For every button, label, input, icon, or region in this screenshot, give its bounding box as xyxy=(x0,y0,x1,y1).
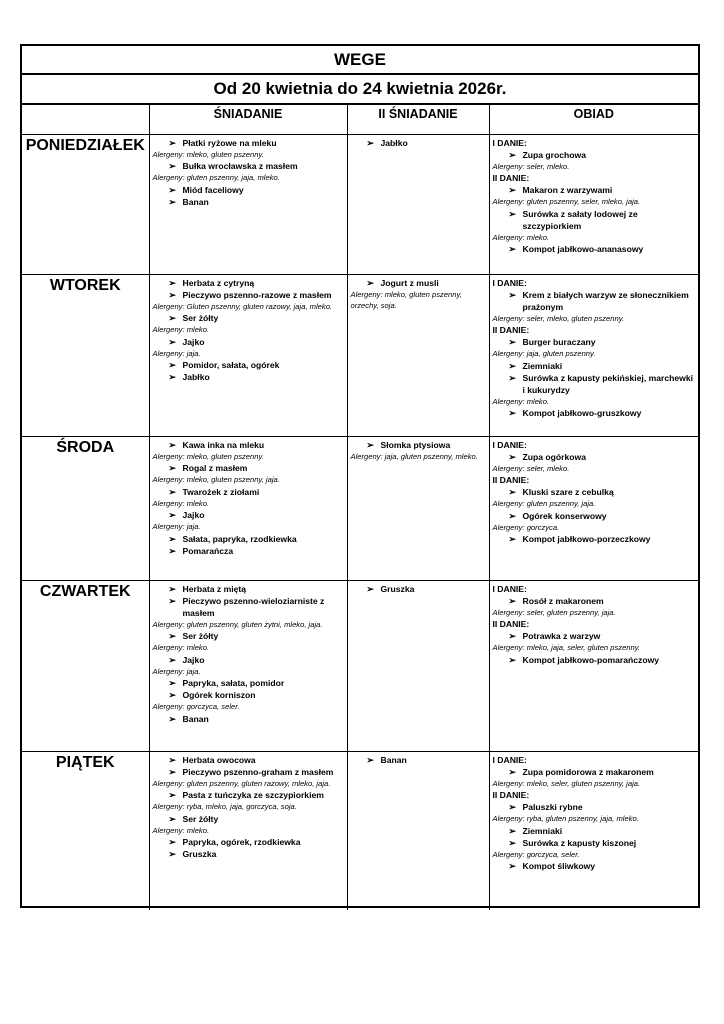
menu-item-label: Pomidor, sałata, ogórek xyxy=(182,360,280,370)
menu-item-label: Kompot jabłkowo-pomarańczowy xyxy=(522,654,660,665)
menu-item-label: Kompot jabłkowo-porzeczkowy xyxy=(522,534,651,544)
menu-item xyxy=(493,825,696,837)
menu-item-label: Zupa grochowa xyxy=(522,149,587,160)
arrow-bullet-icon: ➢ xyxy=(508,802,517,812)
menu-item xyxy=(153,277,344,289)
menu-item xyxy=(153,545,344,557)
allergen-note: Alergeny: mleko. xyxy=(152,825,210,835)
column-header-second-breakfast: II ŚNIADANIE xyxy=(347,105,489,134)
menu-item xyxy=(153,677,344,689)
menu-item-label: Pieczywo pszenno-wieloziarniste z masłem xyxy=(182,595,325,618)
menu-item xyxy=(153,359,344,371)
arrow-bullet-icon: ➢ xyxy=(508,837,517,848)
menu-item xyxy=(153,196,344,208)
lunch-cell xyxy=(489,436,698,580)
menu-item xyxy=(153,160,344,172)
arrow-bullet-icon: ➢ xyxy=(168,510,177,520)
menu-item-label: Kompot jabłkowo-gruszkowy xyxy=(522,408,642,418)
menu-dates: Od 20 kwietnia do 24 kwietnia 2026r. xyxy=(22,75,698,105)
menu-item xyxy=(153,848,344,860)
course-label: II DANIE: xyxy=(492,325,530,335)
menu-item xyxy=(493,149,696,161)
allergen-note: Alergeny: ryba, gluten pszenny, jaja, mleko. xyxy=(492,814,639,823)
menu-item xyxy=(153,630,344,642)
menu-item xyxy=(153,533,344,545)
allergen-note: Alergeny: mleko. xyxy=(492,396,550,406)
day-row xyxy=(22,436,698,580)
allergen-note: Alergeny: jaja, gluten pszenny. xyxy=(492,349,596,358)
arrow-bullet-icon: ➢ xyxy=(168,754,177,765)
menu-item-label: Miód faceliowy xyxy=(182,184,244,195)
column-header-day xyxy=(22,105,149,134)
menu-item xyxy=(493,184,696,196)
allergen-note: Alergeny: mleko. xyxy=(152,498,210,508)
menu-item xyxy=(153,713,344,725)
menu-item xyxy=(153,595,344,619)
arrow-bullet-icon: ➢ xyxy=(168,813,177,824)
course-label: II DANIE: xyxy=(492,619,530,629)
menu-item xyxy=(153,439,344,451)
arrow-bullet-icon: ➢ xyxy=(508,337,517,347)
menu-item-label: Herbata z miętą xyxy=(182,583,247,594)
allergen-note: Alergeny: mleko, jaja, seler, gluten pszenny. xyxy=(492,643,641,652)
course-label: II DANIE: xyxy=(492,790,530,800)
menu-item xyxy=(493,208,696,232)
menu-item xyxy=(351,439,486,451)
course-label: I DANIE: xyxy=(492,277,527,288)
menu-item-label: Twarożek z ziołami xyxy=(182,486,260,497)
arrow-bullet-icon: ➢ xyxy=(366,439,375,450)
arrow-bullet-icon: ➢ xyxy=(366,277,375,288)
menu-item-label: Herbata z cytryną xyxy=(182,277,255,288)
column-header-row xyxy=(22,105,698,134)
arrow-bullet-icon: ➢ xyxy=(508,631,517,641)
menu-item-label: Papryka, sałata, pomidor xyxy=(182,678,285,688)
allergen-note: Alergeny: mleko, gluten pszenny, orzechy, soja. xyxy=(350,289,462,310)
menu-item xyxy=(153,486,344,498)
menu-item xyxy=(351,277,486,289)
menu-item-label: Herbata owocowa xyxy=(182,754,256,765)
arrow-bullet-icon: ➢ xyxy=(168,654,177,665)
allergen-note: Alergeny: mleko, gluten pszenny, jaja. xyxy=(152,475,280,484)
breakfast-cell xyxy=(149,436,347,580)
menu-item-label: Potrawka z warzyw xyxy=(522,631,601,641)
menu-table xyxy=(22,105,698,910)
lunch-cell xyxy=(489,134,698,274)
menu-item xyxy=(493,451,696,463)
arrow-bullet-icon: ➢ xyxy=(168,463,177,473)
menu-item-label: Płatki ryżowe na mleku xyxy=(182,137,277,148)
second-breakfast-cell xyxy=(347,274,489,436)
menu-item xyxy=(153,137,344,149)
allergen-note: Alergeny: gorczyca. xyxy=(492,522,560,532)
allergen-note: Alergeny: Gluten pszenny, gluten razowy, jaja, mleko. xyxy=(152,301,333,311)
menu-item xyxy=(153,754,344,766)
arrow-bullet-icon: ➢ xyxy=(508,208,517,219)
day-name: CZWARTEK xyxy=(22,580,149,751)
allergen-note: Alergeny: gluten pszenny, gluten żytni, mleko, jaja. xyxy=(152,619,323,629)
menu-item xyxy=(153,289,344,301)
allergen-note: Alergeny: gluten pszenny, jaja. xyxy=(492,499,596,508)
arrow-bullet-icon: ➢ xyxy=(168,336,177,347)
second-breakfast-cell xyxy=(347,580,489,751)
arrow-bullet-icon: ➢ xyxy=(168,137,177,148)
course-label: I DANIE: xyxy=(492,583,527,594)
menu-item xyxy=(351,754,486,766)
menu-item-label: Gruszka xyxy=(182,849,217,859)
menu-item xyxy=(493,243,696,255)
menu-item-label: Jajko xyxy=(182,510,205,520)
menu-item-label: Burger buraczany xyxy=(522,337,596,347)
lunch-cell xyxy=(489,751,698,910)
menu-item xyxy=(493,801,696,813)
allergen-note: Alergeny: gluten pszenny, gluten razowy, mleko, jaja. xyxy=(152,778,331,788)
arrow-bullet-icon: ➢ xyxy=(168,277,177,288)
day-name: PIĄTEK xyxy=(22,751,149,910)
arrow-bullet-icon: ➢ xyxy=(508,654,517,665)
day-row xyxy=(22,274,698,436)
allergen-note: Alergeny: gluten pszenny, jaja, mleko. xyxy=(152,173,280,182)
column-header-breakfast: ŚNIADANIE xyxy=(149,105,347,134)
menu-item xyxy=(153,583,344,595)
arrow-bullet-icon: ➢ xyxy=(508,595,517,606)
menu-item-label: Zupa pomidorowa z makaronem xyxy=(522,766,654,777)
arrow-bullet-icon: ➢ xyxy=(508,408,517,418)
arrow-bullet-icon: ➢ xyxy=(168,161,177,171)
arrow-bullet-icon: ➢ xyxy=(508,451,517,462)
menu-item xyxy=(493,486,696,498)
menu-item-label: Jajko xyxy=(182,654,205,665)
menu-item-label: Surówka z kapusty kiszonej xyxy=(522,837,637,848)
menu-item-label: Kompot jabłkowo-ananasowy xyxy=(522,244,644,254)
day-row xyxy=(22,751,698,910)
menu-item xyxy=(153,654,344,666)
menu-item xyxy=(153,509,344,521)
menu-item-label: Papryka, ogórek, rzodkiewka xyxy=(182,837,301,847)
menu-item-label: Zupa ogórkowa xyxy=(522,451,587,462)
menu-item-label: Paluszki rybne xyxy=(522,802,583,812)
menu-item-label: Bułka wrocławska z masłem xyxy=(182,161,298,171)
second-breakfast-cell xyxy=(347,751,489,910)
allergen-note: Alergeny: mleko. xyxy=(152,325,210,334)
menu-item xyxy=(493,630,696,642)
breakfast-cell xyxy=(149,134,347,274)
breakfast-cell xyxy=(149,751,347,910)
arrow-bullet-icon: ➢ xyxy=(168,583,177,594)
allergen-note: Alergeny: gorczyca, seler. xyxy=(152,702,240,711)
arrow-bullet-icon: ➢ xyxy=(168,184,177,195)
menu-item-label: Kluski szare z cebulką xyxy=(522,487,614,497)
arrow-bullet-icon: ➢ xyxy=(508,510,517,521)
menu-item-label: Słomka ptysiowa xyxy=(380,439,451,450)
allergen-note: Alergeny: mleko, gluten pszenny. xyxy=(152,451,264,461)
course-label: I DANIE: xyxy=(492,754,527,765)
arrow-bullet-icon: ➢ xyxy=(508,244,517,254)
arrow-bullet-icon: ➢ xyxy=(508,372,517,383)
menu-item-label: Jajko xyxy=(182,336,205,347)
arrow-bullet-icon: ➢ xyxy=(366,754,375,765)
menu-title: WEGE xyxy=(22,46,698,75)
menu-item xyxy=(153,813,344,825)
allergen-note: Alergeny: jaja. xyxy=(152,348,201,358)
second-breakfast-cell xyxy=(347,436,489,580)
menu-item-label: Ser żółty xyxy=(182,631,219,641)
course-label: II DANIE: xyxy=(492,475,530,485)
menu-item xyxy=(153,184,344,196)
arrow-bullet-icon: ➢ xyxy=(508,185,517,195)
menu-item xyxy=(493,289,696,313)
arrow-bullet-icon: ➢ xyxy=(508,149,517,160)
arrow-bullet-icon: ➢ xyxy=(366,583,375,594)
menu-item xyxy=(493,336,696,348)
arrow-bullet-icon: ➢ xyxy=(508,825,517,836)
menu-item xyxy=(493,595,696,607)
allergen-note: Alergeny: mleko, gluten pszenny. xyxy=(152,149,264,159)
arrow-bullet-icon: ➢ xyxy=(168,631,177,641)
arrow-bullet-icon: ➢ xyxy=(168,372,177,382)
menu-item xyxy=(493,766,696,778)
arrow-bullet-icon: ➢ xyxy=(168,360,177,370)
day-name: PONIEDZIAŁEK xyxy=(22,134,149,274)
allergen-note: Alergeny: gluten pszenny, seler, mleko, jaja. xyxy=(492,197,641,206)
arrow-bullet-icon: ➢ xyxy=(168,545,177,556)
allergen-note: Alergeny: mleko, seler, gluten pszenny, jaja. xyxy=(492,778,641,788)
arrow-bullet-icon: ➢ xyxy=(508,534,517,544)
menu-item-label: Ogórek korniszon xyxy=(182,690,256,700)
allergen-note: Alergeny: seler, mleko, gluten pszenny. xyxy=(492,313,625,323)
arrow-bullet-icon: ➢ xyxy=(508,766,517,777)
menu-item xyxy=(493,407,696,419)
course-label: I DANIE: xyxy=(492,137,527,148)
course-label: I DANIE: xyxy=(492,439,527,450)
menu-item-label: Kompot śliwkowy xyxy=(522,861,596,871)
day-row xyxy=(22,134,698,274)
menu-item xyxy=(493,654,696,666)
menu-sheet xyxy=(20,44,700,908)
menu-item-label: Banan xyxy=(182,196,209,207)
breakfast-cell xyxy=(149,274,347,436)
menu-item xyxy=(153,336,344,348)
day-row xyxy=(22,580,698,751)
menu-item xyxy=(493,533,696,545)
course-label: II DANIE: xyxy=(492,173,530,183)
menu-item-label: Ziemniaki xyxy=(522,825,563,836)
arrow-bullet-icon: ➢ xyxy=(168,439,177,450)
allergen-note: Alergeny: mleko. xyxy=(492,232,550,242)
menu-item-label: Pomarańcza xyxy=(182,545,234,556)
menu-item xyxy=(351,137,486,149)
menu-item-label: Surówka z sałaty lodowej ze szczypiorkiem xyxy=(522,208,638,231)
arrow-bullet-icon: ➢ xyxy=(168,713,177,724)
menu-item xyxy=(153,689,344,701)
arrow-bullet-icon: ➢ xyxy=(168,533,177,544)
arrow-bullet-icon: ➢ xyxy=(508,289,517,300)
allergen-note: Alergeny: jaja. xyxy=(152,666,201,676)
allergen-note: Alergeny: seler, mleko. xyxy=(492,161,570,171)
menu-item-label: Ser żółty xyxy=(182,313,219,323)
menu-item-label: Rogal z masłem xyxy=(182,463,248,473)
menu-item-label: Makaron z warzywami xyxy=(522,185,613,195)
menu-item-label: Ser żółty xyxy=(182,813,219,824)
arrow-bullet-icon: ➢ xyxy=(508,487,517,497)
menu-item-label: Surówka z kapusty pekińskiej, marchewki i kukurydzy xyxy=(522,372,694,395)
menu-item-label: Ogórek konserwowy xyxy=(522,510,607,521)
arrow-bullet-icon: ➢ xyxy=(366,137,375,148)
arrow-bullet-icon: ➢ xyxy=(168,678,177,688)
menu-item xyxy=(493,510,696,522)
menu-item xyxy=(153,312,344,324)
menu-item-label: Sałata, papryka, rzodkiewka xyxy=(182,533,297,544)
allergen-note: Alergeny: jaja, gluten pszenny, mleko. xyxy=(350,451,478,461)
menu-item xyxy=(153,371,344,383)
lunch-cell xyxy=(489,580,698,751)
menu-item xyxy=(493,837,696,849)
allergen-note: Alergeny: ryba, mleko, jaja, gorczyca, soja. xyxy=(152,802,297,811)
menu-item-label: Jabłko xyxy=(380,137,408,148)
menu-item-label: Kawa inka na mleku xyxy=(182,439,265,450)
arrow-bullet-icon: ➢ xyxy=(168,837,177,847)
menu-item-label: Krem z białych warzyw ze słonecznikiem prażonym xyxy=(522,289,689,312)
menu-item xyxy=(493,860,696,872)
arrow-bullet-icon: ➢ xyxy=(168,690,177,700)
allergen-note: Alergeny: jaja. xyxy=(152,522,201,531)
menu-item xyxy=(153,789,344,801)
allergen-note: Alergeny: seler, mleko. xyxy=(492,463,570,473)
arrow-bullet-icon: ➢ xyxy=(508,861,517,871)
lunch-cell xyxy=(489,274,698,436)
menu-item-label: Ziemniaki xyxy=(522,360,563,371)
arrow-bullet-icon: ➢ xyxy=(168,196,177,207)
menu-item-label: Pieczywo pszenno-graham z masłem xyxy=(182,766,334,777)
arrow-bullet-icon: ➢ xyxy=(168,766,177,777)
allergen-note: Alergeny: gorczyca, seler. xyxy=(492,849,580,859)
menu-item-label: Banan xyxy=(380,754,407,765)
allergen-note: Alergeny: seler, gluten pszenny, jaja. xyxy=(492,607,616,617)
menu-item xyxy=(153,462,344,474)
arrow-bullet-icon: ➢ xyxy=(168,313,177,323)
breakfast-cell xyxy=(149,580,347,751)
menu-item-label: Rosół z makaronem xyxy=(522,595,604,606)
arrow-bullet-icon: ➢ xyxy=(168,790,177,800)
menu-item-label: Jabłko xyxy=(182,372,210,382)
menu-item-label: Banan xyxy=(182,713,209,724)
menu-item xyxy=(153,836,344,848)
day-name: ŚRODA xyxy=(22,436,149,580)
menu-item-label: Jogurt z musli xyxy=(380,277,439,288)
menu-item xyxy=(153,766,344,778)
menu-item xyxy=(493,372,696,396)
column-header-lunch: OBIAD xyxy=(489,105,698,134)
arrow-bullet-icon: ➢ xyxy=(508,360,517,371)
allergen-note: Alergeny: mleko. xyxy=(152,643,210,652)
menu-item xyxy=(493,360,696,372)
arrow-bullet-icon: ➢ xyxy=(168,849,177,859)
menu-item-label: Pieczywo pszenno-razowe z masłem xyxy=(182,289,332,300)
menu-item-label: Pasta z tuńczyka ze szczypiorkiem xyxy=(182,790,324,800)
arrow-bullet-icon: ➢ xyxy=(168,595,177,606)
arrow-bullet-icon: ➢ xyxy=(168,289,177,300)
arrow-bullet-icon: ➢ xyxy=(168,486,177,497)
menu-item-label: Gruszka xyxy=(380,583,415,594)
day-name: WTOREK xyxy=(22,274,149,436)
second-breakfast-cell xyxy=(347,134,489,274)
menu-item xyxy=(351,583,486,595)
